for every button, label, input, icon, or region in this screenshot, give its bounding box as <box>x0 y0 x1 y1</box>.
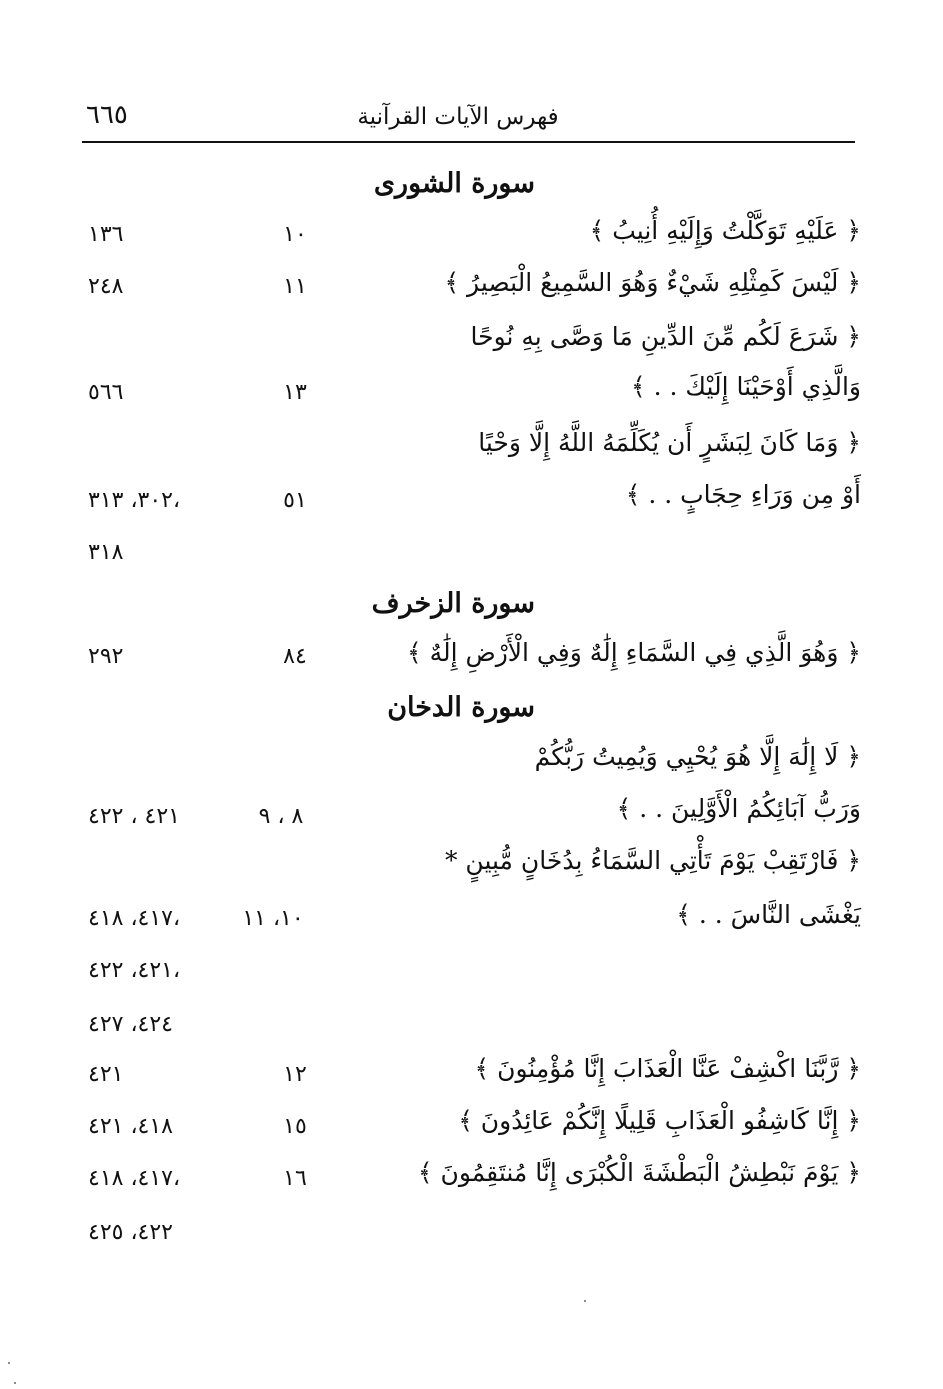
verse-line: ﴿ فَارْتَقِبْ يَوْمَ تَأْتِي السَّمَاءُ بِدُخَانٍ مُّبِينٍ * <box>444 846 861 875</box>
verse-line: وَرَبُّ آبَائِكُمُ الْأَوَّلِينَ . . ﴾ <box>616 794 861 823</box>
ayah-number: ٥١ <box>283 488 307 513</box>
page-reference: ٢٩٢ <box>88 644 124 669</box>
ayah-number: ١٣ <box>283 380 307 405</box>
ayah-number: ٨٤ <box>283 644 307 669</box>
verse-line: ﴿ وَمَا كَانَ لِبَشَرٍ أَن يُكَلِّمَهُ اللَّهُ إِلَّا وَحْيًا <box>478 428 861 457</box>
running-title: فهرس الآيات القرآنية <box>357 104 559 130</box>
page-reference: ٤١٨، ٤٢١ <box>88 1114 173 1139</box>
header-rule <box>82 141 855 143</box>
verse-line: ﴿ وَهُوَ الَّذِي فِي السَّمَاءِ إِلَٰهٌ وَفِي الْأَرْضِ إِلَٰهٌ ﴾ <box>406 638 861 667</box>
page-number: ٦٦٥ <box>86 100 128 130</box>
page-reference: ٤٢٢، ٤٢٥ <box>88 1220 173 1245</box>
ayah-number: ١٦ <box>283 1166 307 1191</box>
ayah-number: ١٠ <box>283 222 307 247</box>
verse-line: ﴿ يَوْمَ نَبْطِشُ الْبَطْشَةَ الْكُبْرَى إِنَّا مُنتَقِمُونَ ﴾ <box>417 1158 861 1187</box>
verse-line: وَالَّذِي أَوْحَيْنَا إِلَيْكَ . . ﴾ <box>631 372 861 401</box>
scan-speck <box>14 1382 16 1384</box>
page-reference: ٤١٧، ٤١٨، <box>88 1166 181 1191</box>
page-reference: ٣١٨ <box>88 540 124 565</box>
verse-line: أَوْ مِن وَرَاءِ حِجَابٍ . . ﴾ <box>625 480 861 509</box>
verse-line: ﴿ عَلَيْهِ تَوَكَّلْتُ وَإِلَيْهِ أُنِيبُ ﴾ <box>589 216 861 245</box>
ayah-number: ٨ ، ٩ <box>258 804 304 829</box>
surah-heading-shura: سورة الشورى <box>373 168 535 199</box>
page-reference: ٤٢١ <box>88 1062 124 1087</box>
surah-heading-zukhruf: سورة الزخرف <box>371 588 535 619</box>
scan-speck <box>8 1362 10 1364</box>
page-reference: ٤٢١، ٤٢٢، <box>88 958 181 983</box>
page-reference: ٢٤٨ <box>88 274 124 299</box>
scan-speck <box>584 1300 586 1302</box>
ayah-number: ١٢ <box>283 1062 307 1087</box>
page-reference: ٥٦٦ <box>88 380 124 405</box>
page-reference: ٣٠٢، ٣١٣، <box>88 488 181 513</box>
verse-line: ﴿ إِنَّا كَاشِفُو الْعَذَابِ قَلِيلًا إِنَّكُمْ عَائِدُونَ ﴾ <box>458 1106 861 1135</box>
verse-line: ﴿ شَرَعَ لَكُم مِّنَ الدِّينِ مَا وَصَّى بِهِ نُوحًا <box>470 322 861 351</box>
verse-line: ﴿ لَا إِلَٰهَ إِلَّا هُوَ يُحْيِي وَيُمِيتُ رَبُّكُمْ <box>534 742 861 771</box>
verse-line: يَغْشَى النَّاسَ . . ﴾ <box>676 900 861 929</box>
ayah-number: ١١ <box>283 274 307 299</box>
page-reference: ٤٢١ ، ٤٢٢ <box>88 804 180 829</box>
ayah-number: ١٠، ١١ <box>242 906 304 931</box>
surah-heading-dukhan: سورة الدخان <box>387 692 535 723</box>
verse-line: ﴿ لَيْسَ كَمِثْلِهِ شَيْءٌ وَهُوَ السَّمِيعُ الْبَصِيرُ ﴾ <box>444 268 861 297</box>
verse-line: ﴿ رَّبَّنَا اكْشِفْ عَنَّا الْعَذَابَ إِنَّا مُؤْمِنُونَ ﴾ <box>474 1054 861 1083</box>
ayah-number: ١٥ <box>283 1114 307 1139</box>
page-reference: ٤١٧، ٤١٨، <box>88 906 181 931</box>
page-reference: ٤٢٤، ٤٢٧ <box>88 1012 173 1037</box>
page-reference: ١٣٦ <box>88 222 124 247</box>
